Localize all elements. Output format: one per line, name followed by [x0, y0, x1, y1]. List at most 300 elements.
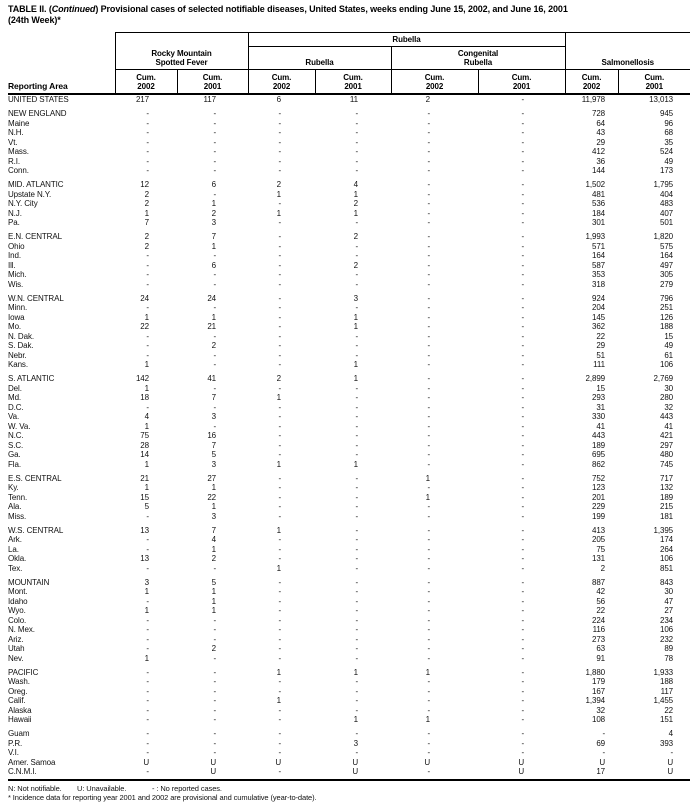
value-cell: - — [427, 279, 431, 289]
value-cell: - — [521, 360, 525, 369]
value-cell: - — [521, 199, 525, 208]
value-cell: 123 — [591, 483, 606, 492]
value-cell: - — [521, 544, 525, 554]
legend-no-reported-cases: - : No reported cases. — [152, 783, 222, 793]
value-cell: - — [213, 748, 217, 757]
value-cell: - — [355, 625, 359, 634]
value-cell: - — [278, 383, 282, 393]
value-cell: - — [355, 615, 359, 625]
table-row — [8, 218, 690, 228]
reporting-area-cell: Utah — [8, 644, 25, 653]
value-cell: - — [427, 331, 431, 341]
value-cell: - — [355, 587, 359, 596]
value-cell: - — [427, 137, 431, 147]
value-cell: U — [143, 757, 149, 767]
table-row — [8, 147, 690, 157]
value-cell: 3 — [353, 293, 359, 303]
value-cell: 41 — [596, 421, 606, 431]
value-cell: - — [427, 705, 431, 715]
table-title-line1: TABLE II. (Continued) Provisional cases of selected notifiable diseases, United States, weeks ending June 15, 2002, and June 16, 2001 — [8, 4, 568, 14]
value-cell: - — [213, 615, 217, 625]
value-cell: 167 — [591, 686, 606, 696]
reporting-area-cell: Del. — [8, 383, 22, 393]
reporting-area-cell: S.C. — [8, 440, 24, 450]
value-cell: 96 — [664, 118, 674, 128]
value-cell: - — [278, 502, 282, 511]
reporting-area-cell: NEW ENGLAND — [8, 109, 67, 118]
value-cell: - — [521, 634, 525, 644]
table-row — [8, 109, 690, 119]
value-cell: 6 — [211, 180, 217, 189]
value-cell: - — [427, 459, 431, 469]
value-cell: - — [427, 374, 431, 383]
value-cell: - — [355, 393, 359, 402]
value-cell: 1 — [144, 459, 149, 469]
value-cell: - — [213, 667, 217, 677]
reporting-area-cell: UNITED STATES — [8, 95, 69, 104]
value-cell: 22 — [207, 492, 217, 502]
table-row — [8, 242, 690, 252]
value-cell: - — [427, 431, 431, 440]
reporting-area-cell: Conn. — [8, 166, 29, 175]
table-row — [8, 94, 690, 105]
value-cell: 111 — [593, 360, 606, 369]
table-row — [8, 180, 690, 190]
value-cell: - — [115, 767, 177, 780]
value-cell: - — [146, 677, 149, 686]
value-cell: 945 — [659, 109, 674, 118]
value-cell: - — [427, 232, 431, 241]
value-cell: - — [427, 535, 431, 544]
value-cell: - — [278, 350, 282, 360]
value-cell: - — [213, 331, 217, 341]
value-cell: - — [146, 147, 149, 156]
value-cell: - — [427, 511, 431, 521]
value-cell: - — [521, 241, 525, 251]
value-cell: 1,880 — [585, 667, 606, 677]
reporting-area-cell: Miss. — [8, 511, 27, 521]
value-cell: 1 — [276, 667, 282, 677]
value-cell: 1 — [211, 544, 217, 554]
value-cell: 29 — [596, 341, 606, 350]
value-cell: - — [427, 738, 431, 748]
value-cell: - — [355, 544, 359, 554]
value-cell: - — [213, 156, 217, 166]
table-row — [8, 332, 690, 342]
value-cell: - — [146, 137, 149, 147]
value-cell: - — [278, 587, 282, 596]
reporting-area-cell: Mont. — [8, 587, 28, 596]
value-cell: - — [146, 667, 149, 677]
value-cell: U — [667, 757, 674, 767]
value-cell: - — [521, 625, 525, 634]
value-cell: - — [427, 606, 431, 615]
value-cell: - — [521, 615, 525, 625]
value-cell: - — [278, 251, 282, 260]
value-cell: U — [618, 767, 690, 780]
table-row — [8, 715, 690, 725]
value-cell: 5 — [211, 577, 217, 587]
value-cell: - — [213, 625, 217, 634]
table-row — [8, 341, 690, 351]
value-cell: - — [521, 738, 525, 748]
value-cell: - — [427, 208, 431, 218]
value-cell: 2 — [144, 241, 149, 251]
value-cell: 851 — [659, 563, 674, 573]
value-cell: - — [521, 440, 525, 450]
reporting-area-cell: PACIFIC — [8, 667, 39, 677]
value-cell: - — [146, 166, 149, 175]
value-cell: 16 — [207, 431, 217, 440]
value-cell: - — [278, 156, 282, 166]
value-cell: - — [521, 350, 525, 360]
value-cell: - — [521, 483, 525, 492]
value-cell: 126 — [659, 312, 674, 322]
value-cell: - — [355, 511, 359, 521]
reporting-area-cell: Mass. — [8, 147, 29, 156]
value-cell: - — [146, 696, 149, 705]
table-row — [8, 360, 690, 370]
table-row — [8, 374, 690, 384]
value-cell: - — [521, 147, 525, 156]
value-cell: - — [213, 303, 217, 312]
value-cell: - — [521, 109, 525, 118]
value-cell: - — [213, 147, 217, 156]
value-cell: - — [146, 644, 149, 653]
value-cell: - — [213, 109, 217, 118]
value-cell: - — [521, 270, 525, 279]
value-cell: 4 — [353, 180, 359, 189]
value-cell: - — [355, 118, 359, 128]
reporting-area-cell: La. — [8, 544, 19, 554]
value-cell: 2 — [353, 260, 359, 270]
value-cell: - — [278, 705, 282, 715]
value-cell: - — [427, 383, 431, 393]
value-cell: 717 — [659, 473, 674, 483]
table-row — [8, 677, 690, 687]
value-cell: 28 — [140, 440, 149, 450]
value-cell: 32 — [664, 402, 674, 412]
value-cell: 305 — [659, 270, 674, 279]
table-row — [8, 687, 690, 697]
value-cell: 7 — [211, 232, 217, 241]
value-cell: - — [278, 241, 282, 251]
table-row — [8, 578, 690, 588]
value-cell: 41 — [207, 374, 217, 383]
value-cell: - — [602, 748, 606, 757]
legend-line — [8, 784, 698, 794]
value-cell: - — [521, 383, 525, 393]
value-cell: - — [355, 644, 359, 653]
value-cell: - — [355, 705, 359, 715]
value-cell: - — [521, 128, 525, 137]
value-cell: 2 — [425, 95, 431, 104]
value-cell: - — [427, 587, 431, 596]
value-cell: 1 — [276, 393, 282, 402]
value-cell: 205 — [591, 535, 606, 544]
value-cell: - — [521, 686, 525, 696]
value-cell: 1 — [144, 587, 149, 596]
value-cell: 2 — [276, 180, 282, 189]
value-cell: - — [213, 189, 217, 199]
value-cell: 2 — [353, 199, 359, 208]
table-row — [8, 441, 690, 451]
value-cell: - — [521, 402, 525, 412]
value-cell: 1 — [353, 715, 359, 724]
value-cell: - — [146, 156, 149, 166]
value-cell: - — [213, 383, 217, 393]
value-cell: - — [146, 634, 149, 644]
value-cell: - — [278, 431, 282, 440]
reporting-area-cell: Fla. — [8, 459, 21, 469]
value-cell: - — [521, 696, 525, 705]
value-cell: 15 — [596, 383, 606, 393]
value-cell: - — [355, 218, 359, 227]
reporting-area-cell: Va. — [8, 412, 20, 421]
table-row — [8, 668, 690, 678]
value-cell: - — [521, 715, 525, 724]
value-cell: - — [427, 312, 431, 322]
value-cell: 151 — [659, 715, 674, 724]
value-cell: 330 — [591, 412, 606, 421]
table-title — [8, 4, 690, 26]
value-cell: - — [521, 251, 525, 260]
value-cell: 1 — [211, 199, 217, 208]
value-cell: - — [427, 483, 431, 492]
value-cell: 164 — [659, 251, 674, 260]
value-cell: - — [521, 260, 525, 270]
value-cell: 18 — [140, 393, 149, 402]
value-cell: - — [213, 421, 217, 431]
value-cell: - — [213, 360, 217, 369]
value-cell: 199 — [591, 511, 606, 521]
value-cell: - — [146, 279, 149, 289]
value-cell: - — [213, 634, 217, 644]
value-cell: 1,820 — [653, 232, 674, 241]
value-cell: 1 — [353, 360, 359, 369]
table-row — [8, 280, 690, 290]
value-cell: - — [213, 677, 217, 686]
cum-2002-header: Cum. 2002 — [115, 70, 177, 95]
value-cell: 49 — [664, 156, 674, 166]
value-cell: - — [146, 350, 149, 360]
table-row — [8, 209, 690, 219]
table-title-line2: (24th Week)* — [8, 15, 61, 25]
value-cell: 174 — [659, 535, 674, 544]
value-cell: 536 — [591, 199, 606, 208]
value-cell: - — [146, 303, 149, 312]
value-cell: - — [146, 544, 149, 554]
value-cell: - — [355, 563, 359, 573]
value-cell: 49 — [664, 341, 674, 350]
value-cell: 17 — [565, 767, 618, 780]
value-cell: - — [427, 128, 431, 137]
table-row — [8, 554, 690, 564]
reporting-area-cell: P.R. — [8, 738, 23, 748]
value-cell: 1 — [353, 312, 359, 322]
table-row — [8, 635, 690, 645]
value-cell: - — [355, 303, 359, 312]
value-cell: 1 — [353, 322, 359, 331]
reporting-area-cell: Amer. Samoa — [8, 757, 56, 767]
value-cell: 189 — [591, 440, 606, 450]
value-cell: 301 — [591, 218, 606, 227]
table-row — [8, 545, 690, 555]
table-row — [8, 199, 690, 209]
cum-2001-header: Cum. 2001 — [177, 70, 248, 95]
value-cell: - — [427, 563, 431, 573]
value-cell: - — [521, 563, 525, 573]
value-cell: 30 — [664, 383, 674, 393]
value-cell: 1 — [144, 360, 149, 369]
value-cell: 2,769 — [653, 374, 674, 383]
value-cell: - — [355, 696, 359, 705]
notifiable-diseases-table — [8, 32, 690, 781]
value-cell: - — [355, 251, 359, 260]
value-cell: 1 — [211, 587, 217, 596]
value-cell: 27 — [207, 473, 217, 483]
value-cell: 1 — [144, 383, 149, 393]
table-row — [8, 460, 690, 470]
value-cell: 1 — [144, 208, 149, 218]
reporting-area-cell: Okla. — [8, 554, 27, 563]
value-cell: - — [427, 147, 431, 156]
table-row — [8, 422, 690, 432]
value-cell: - — [278, 293, 282, 303]
value-cell: - — [146, 118, 149, 128]
value-cell: - — [146, 402, 149, 412]
value-cell: 68 — [664, 128, 674, 137]
value-cell: U — [210, 757, 217, 767]
reporting-area-cell: Oreg. — [8, 686, 28, 696]
value-cell: - — [427, 625, 431, 634]
value-cell: 480 — [659, 450, 674, 459]
value-cell: 232 — [659, 634, 674, 644]
table-row — [8, 502, 690, 512]
value-cell: 215 — [659, 502, 674, 511]
reporting-area-cell: N. Dak. — [8, 331, 34, 341]
value-cell: 297 — [659, 440, 674, 450]
value-cell: 7 — [211, 525, 217, 535]
value-cell: - — [427, 440, 431, 450]
value-cell: 75 — [596, 544, 606, 554]
table-row — [8, 412, 690, 422]
value-cell: 1 — [353, 208, 359, 218]
value-cell: 1 — [144, 606, 149, 615]
value-cell: - — [278, 440, 282, 450]
value-cell: - — [278, 729, 282, 738]
table-row — [8, 450, 690, 460]
value-cell: - — [278, 748, 282, 757]
reporting-area-cell: Ala. — [8, 502, 22, 511]
value-cell: 280 — [659, 393, 674, 402]
reporting-area-cell: S. Dak. — [8, 341, 34, 350]
value-cell: 1 — [276, 525, 282, 535]
value-cell: 7 — [211, 440, 217, 450]
reporting-area-cell: Ark. — [8, 535, 22, 544]
value-cell: 3 — [211, 511, 217, 521]
value-cell: - — [427, 293, 431, 303]
value-cell: U — [518, 757, 525, 767]
value-cell: - — [278, 109, 282, 118]
value-cell: - — [521, 511, 525, 521]
value-cell: - — [146, 705, 149, 715]
value-cell: - — [278, 738, 282, 748]
value-cell: 393 — [659, 738, 674, 748]
value-cell: - — [521, 312, 525, 322]
value-cell: - — [355, 748, 359, 757]
value-cell: - — [278, 260, 282, 270]
value-cell: - — [355, 596, 359, 606]
value-cell: 1 — [276, 189, 282, 199]
value-cell: - — [521, 279, 525, 289]
table-row — [8, 564, 690, 574]
value-cell: 413 — [591, 525, 606, 535]
table-row — [8, 232, 690, 242]
value-cell: 362 — [591, 322, 606, 331]
value-cell: 843 — [659, 577, 674, 587]
value-cell: - — [355, 383, 359, 393]
value-cell: - — [355, 577, 359, 587]
value-cell: - — [521, 95, 525, 104]
legend-not-notifiable: N: Not notifiable. — [8, 783, 62, 793]
value-cell: - — [278, 473, 282, 483]
table-row — [8, 251, 690, 261]
value-cell: - — [146, 596, 149, 606]
value-cell: - — [355, 331, 359, 341]
value-cell: 1 — [211, 606, 217, 615]
reporting-area-cell: N.Y. City — [8, 199, 38, 208]
value-cell: 1 — [276, 696, 282, 705]
value-cell: 15 — [140, 492, 149, 502]
value-cell: - — [355, 440, 359, 450]
value-cell: 1 — [144, 312, 149, 322]
value-cell: - — [355, 341, 359, 350]
value-cell: 481 — [591, 189, 606, 199]
value-cell: - — [521, 341, 525, 350]
value-cell: - — [213, 270, 217, 279]
value-cell: U — [315, 767, 391, 780]
value-cell: - — [521, 653, 525, 663]
table-row — [8, 128, 690, 138]
value-cell: - — [427, 421, 431, 431]
table-row — [8, 190, 690, 200]
reporting-area-cell: Colo. — [8, 615, 27, 625]
value-cell: - — [521, 748, 525, 757]
value-cell: - — [355, 686, 359, 696]
value-cell: 1 — [425, 715, 431, 724]
value-cell: U — [177, 767, 248, 780]
value-cell: - — [355, 483, 359, 492]
value-cell: 1 — [353, 374, 359, 383]
value-cell: - — [391, 767, 478, 780]
table-row — [8, 729, 690, 739]
value-cell: 1,502 — [585, 180, 606, 189]
reporting-area-cell: Iowa — [8, 312, 25, 322]
value-cell: - — [355, 431, 359, 440]
mmwr-table-page — [0, 4, 698, 811]
value-cell: 224 — [591, 615, 606, 625]
value-cell: 501 — [659, 218, 674, 227]
value-cell: 2 — [211, 554, 217, 563]
value-cell: - — [213, 350, 217, 360]
value-cell: - — [521, 393, 525, 402]
value-cell: 1 — [211, 241, 217, 251]
value-cell: - — [278, 137, 282, 147]
table-row — [8, 351, 690, 361]
value-cell: 1 — [353, 459, 359, 469]
value-cell: - — [213, 128, 217, 137]
